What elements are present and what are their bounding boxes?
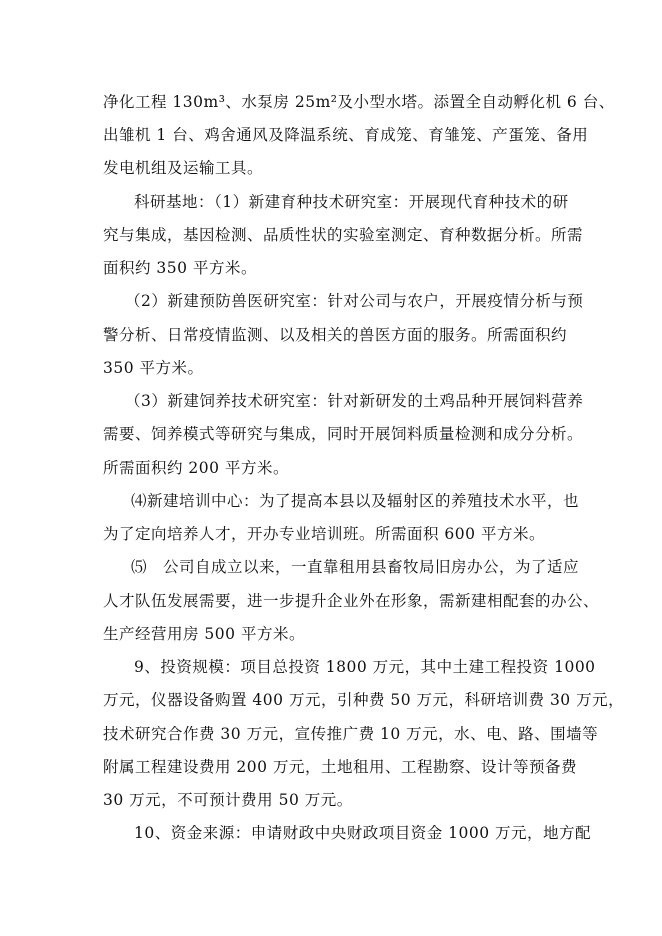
text-line-3: 发电机组及运输工具。 xyxy=(103,159,264,177)
text-line-10: （3）新建饲养技术研究室：针对新研发的土鸡品种开展饲料营养 xyxy=(125,392,584,410)
text-line-6: 面积约 350 平方米。 xyxy=(103,259,257,277)
text-line-2: 出雏机 1 台、鸡舍通风及降温系统、育成笼、育雏笼、产蛋笼、备用 xyxy=(103,126,589,144)
text-line-23: 10、资金来源：申请财政中央财政项目资金 1000 万元，地方配 xyxy=(134,824,592,842)
text-line-15: ⑸ 公司自成立以来，一直靠租用县畜牧局旧房办公，为了适应 xyxy=(131,558,580,576)
text-line-4: 科研基地：（1）新建育种技术研究室：开展现代育种技术的研 xyxy=(134,193,569,211)
text-line-7: （2）新建预防兽医研究室：针对公司与农户，开展疫情分析与预 xyxy=(125,292,584,310)
text-line-8: 警分析、日常疫情监测、以及相关的兽医方面的服务。所需面积约 xyxy=(103,326,568,344)
text-line-18: 9、投资规模：项目总投资 1800 万元，其中土建工程投资 1000 xyxy=(134,658,596,676)
text-line-11: 需要、饲养模式等研究与集成，同时开展饲料质量检测和成分分析。 xyxy=(103,425,584,443)
text-line-20: 技术研究合作费 30 万元，宣传推广费 10 万元，水、电、路、围墙等 xyxy=(103,725,599,743)
text-line-1: 净化工程 130m³、水泵房 25m²及小型水塔。添置全自动孵化机 6 台、 xyxy=(103,93,615,111)
text-line-5: 究与集成，基因检测、品质性状的实验室测定、育种数据分析。所需 xyxy=(103,226,584,244)
text-line-12: 所需面积约 200 平方米。 xyxy=(103,459,289,477)
text-line-13: ⑷新建培训中心：为了提高本县以及辐射区的养殖技术水平，也 xyxy=(131,492,580,510)
text-line-16: 人才队伍发展需要，进一步提升企业外在形象，需新建相配套的办公、 xyxy=(103,592,600,610)
text-line-9: 350 平方米。 xyxy=(103,359,204,377)
text-line-17: 生产经营用房 500 平方米。 xyxy=(103,625,305,643)
text-line-14: 为了定向培养人才，开办专业培训班。所需面积 600 平方米。 xyxy=(103,525,545,543)
text-line-22: 30 万元，不可预计费用 50 万元。 xyxy=(103,791,353,809)
text-line-19: 万元，仪器设备购置 400 万元，引种费 50 万元，科研培训费 30 万元， xyxy=(103,691,625,709)
text-line-21: 附属工程建设费用 200 万元，土地租用、工程勘察、设计等预备费 xyxy=(103,758,577,776)
